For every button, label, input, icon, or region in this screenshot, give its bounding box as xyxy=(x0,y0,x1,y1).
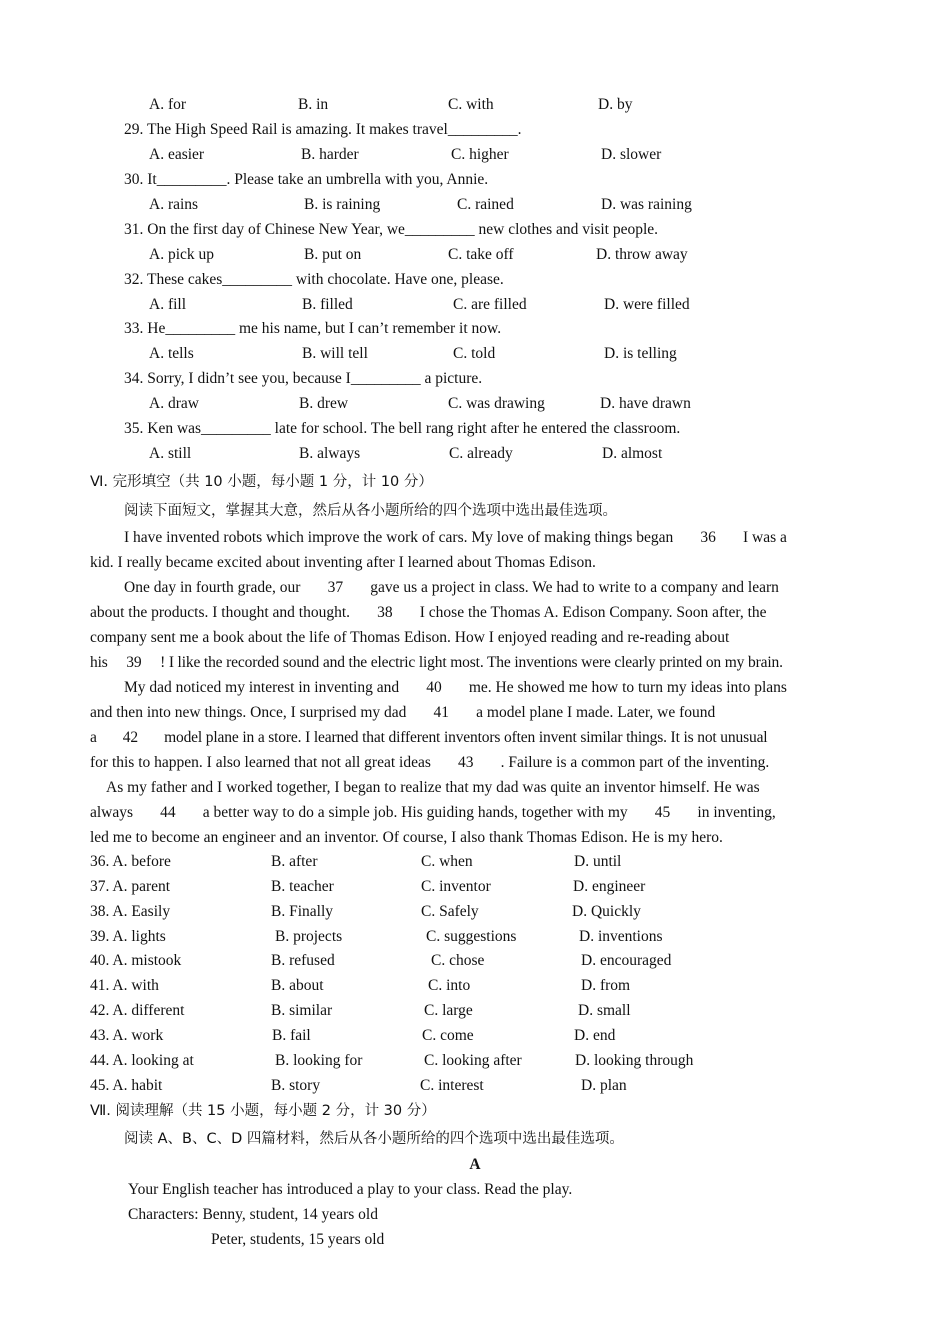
question-29-stem: 29. The High Speed Rail is amazing. It makes travel_________. xyxy=(124,121,522,138)
passage-line: and then into new things. Once, I surprised my dad 41 a model plane I made. Later, we found xyxy=(90,704,716,721)
question-35-options: A. still B. always C. already D. almost xyxy=(149,445,663,462)
option-b: B. in xyxy=(298,96,329,113)
section-6-heading: Ⅵ. 完形填空（共 10 小题，每小题 1 分，计 10 分） xyxy=(90,474,433,490)
cloze-question-38: 38. A. Easily B. Finally C. Safely D. Quickly xyxy=(90,903,641,920)
cloze-question-43: 43. A. work B. fail C. come D. end xyxy=(90,1027,616,1044)
option-d: D. by xyxy=(598,96,633,113)
section-7-heading: Ⅶ. 阅读理解（共 15 小题，每小题 2 分，计 30 分） xyxy=(90,1103,436,1119)
passage-line: As my father and I worked together, I began to realize that my dad was quite an inventor himself. He was xyxy=(106,779,760,796)
passage-line: always 44 a better way to do a simple job. His guiding hands, together with my 45 in inventing, xyxy=(90,804,776,821)
question-33-options: A. tells B. will tell C. told D. is telling xyxy=(149,345,677,362)
cloze-question-39: 39. A. lights B. projects C. suggestions D. inventions xyxy=(90,928,663,945)
question-32-options: A. fill B. filled C. are filled D. were filled xyxy=(149,296,690,313)
passage-line: One day in fourth grade, our 37 gave us a project in class. We had to write to a company and learn xyxy=(124,579,779,596)
question-31-options: A. pick up B. put on C. take off D. throw away xyxy=(149,246,688,263)
option-c: C. with xyxy=(448,96,494,113)
option-a: A. for xyxy=(149,96,187,113)
characters-line-2: Peter, students, 15 years old xyxy=(211,1231,385,1248)
question-30-stem: 30. It_________. Please take an umbrella with you, Annie. xyxy=(124,171,489,188)
passage-line: for this to happen. I also learned that not all great ideas 43 . Failure is a common part of the inventing. xyxy=(90,754,770,771)
question-30-options: A. rains B. is raining C. rained D. was raining xyxy=(149,196,692,213)
passage-line: My dad noticed my interest in inventing and 40 me. He showed me how to turn my ideas into plans xyxy=(124,679,787,696)
cloze-question-45: 45. A. habit B. story C. interest D. plan xyxy=(90,1077,627,1094)
question-35-stem: 35. Ken was_________ late for school. The bell rang right after he entered the classroom. xyxy=(124,420,681,437)
cloze-question-40: 40. A. mistook B. refused C. chose D. encouraged xyxy=(90,952,672,969)
passage-line: a 42 model plane in a store. I learned that different inventors often invent similar things. It is not unusual xyxy=(90,729,768,746)
passage-line: kid. I really became excited about inventing after I learned about Thomas Edison. xyxy=(90,554,596,571)
characters-line-1: Characters: Benny, student, 14 years old xyxy=(128,1206,378,1223)
cloze-question-42: 42. A. different B. similar C. large D. small xyxy=(90,1002,631,1019)
part-a-label: A xyxy=(469,1156,481,1173)
cloze-question-36: 36. A. before B. after C. when D. until xyxy=(90,853,622,870)
question-28-options xyxy=(0,92,950,117)
question-34-stem: 34. Sorry, I didn’t see you, because I_________ a picture. xyxy=(124,370,483,387)
passage-line: I have invented robots which improve the work of cars. My love of making things began 36 I was a xyxy=(124,529,787,546)
passage-line: led me to become an engineer and an inventor. Of course, I also thank Thomas Edison. He is my hero. xyxy=(90,829,723,846)
passage-line: company sent me a book about the life of Thomas Edison. How I enjoyed reading and re-reading about xyxy=(90,629,730,646)
question-32-stem: 32. These cakes_________ with chocolate. Have one, please. xyxy=(124,271,504,288)
question-29-options: A. easier B. harder C. higher D. slower xyxy=(149,146,662,163)
question-34-options: A. draw B. drew C. was drawing D. have drawn xyxy=(149,395,691,412)
cloze-question-41: 41. A. with B. about C. into D. from xyxy=(90,977,631,994)
question-33-stem: 33. He_________ me his name, but I can’t remember it now. xyxy=(124,320,502,337)
question-31-stem: 31. On the first day of Chinese New Year, we_________ new clothes and visit people. xyxy=(124,221,659,238)
play-intro: Your English teacher has introduced a play to your class. Read the play. xyxy=(128,1181,573,1198)
section-7-instruction: 阅读 A、B、C、D 四篇材料，然后从各小题所给的四个选项中选出最佳选项。 xyxy=(124,1131,624,1147)
section-6-instruction: 阅读下面短文，掌握其大意，然后从各小题所给的四个选项中选出最佳选项。 xyxy=(124,503,617,519)
passage-line: his 39 ! I like the recorded sound and the electric light most. The inventions were clearly printed on my brain. xyxy=(90,654,783,671)
cloze-question-37: 37. A. parent B. teacher C. inventor D. engineer xyxy=(90,878,646,895)
cloze-question-44: 44. A. looking at B. looking for C. looking after D. looking through xyxy=(90,1052,694,1069)
passage-line: about the products. I thought and thought. 38 I chose the Thomas A. Edison Company. Soon after, the xyxy=(90,604,767,621)
